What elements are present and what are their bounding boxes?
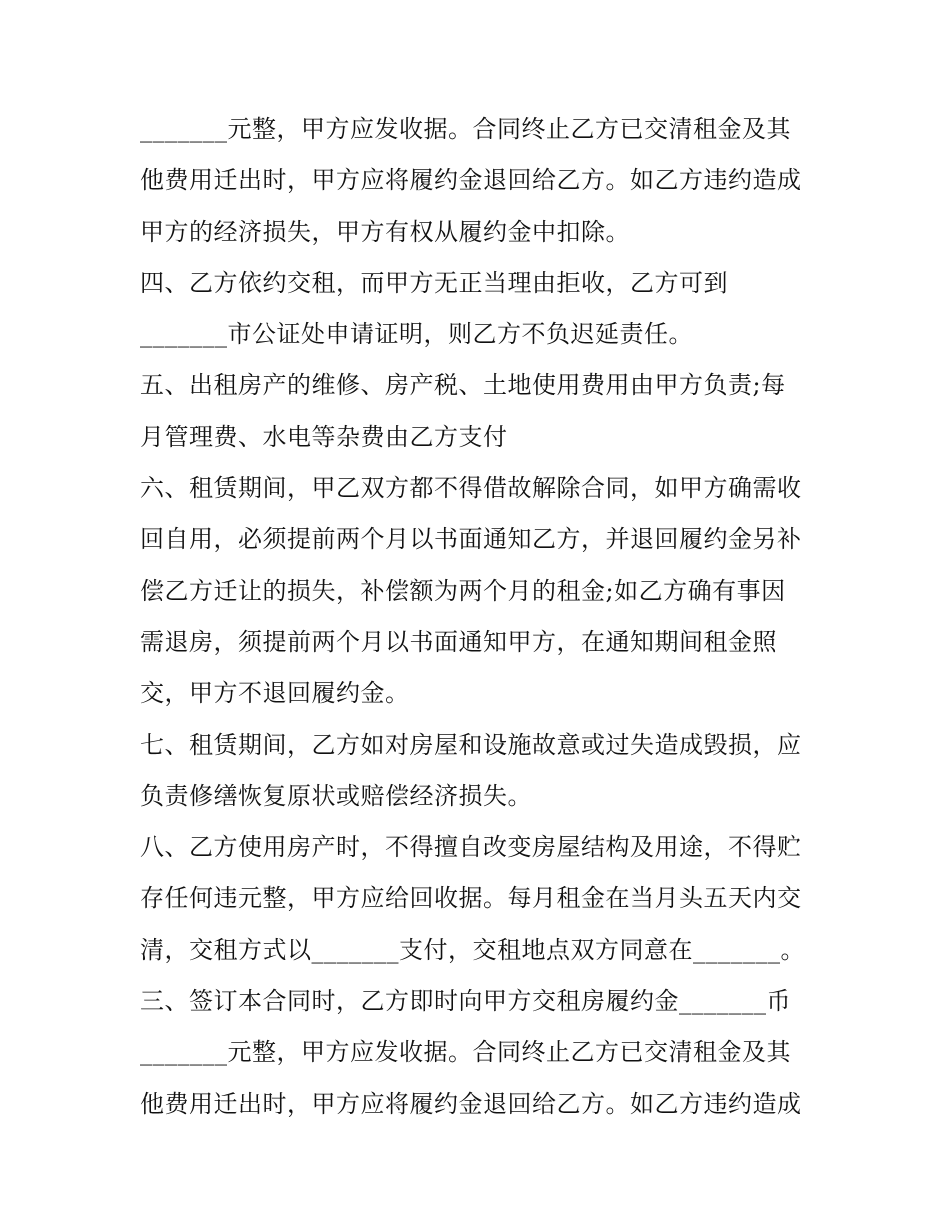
text-line: 七、租赁期间，乙方如对房屋和设施故意或过失造成毁损，应 [140,730,802,759]
text-line: 五、出租房产的维修、房产税、土地使用费用由甲方负责;每 [140,371,786,400]
text-line: 清，交租方式以_______支付，交租地点双方同意在_______。 [140,935,805,964]
text-line: 交，甲方不退回履约金。 [140,679,410,708]
text-line: 八、乙方使用房产时，不得擅自改变房屋结构及用途，不得贮 [140,833,802,862]
text-line: _______市公证处申请证明，则乙方不负迟延责任。 [140,320,693,349]
contract-text [140,104,830,1130]
text-line: 需退房，须提前两个月以书面通知甲方，在通知期间租金照 [140,627,777,656]
text-line: 存任何违元整，甲方应给回收据。每月租金在当月头五天内交 [140,884,802,913]
text-line: 三、签订本合同时，乙方即时向甲方交租房履约金_______币 [140,987,791,1016]
text-line: 他费用迁出时，甲方应将履约金退回给乙方。如乙方违约造成 [140,1089,802,1118]
text-line: 回自用，必须提前两个月以书面通知乙方，并退回履约金另补 [140,525,802,554]
text-line: 他费用迁出时，甲方应将履约金退回给乙方。如乙方违约造成 [140,166,802,195]
text-line: 月管理费、水电等杂费由乙方支付 [140,422,508,451]
text-line: 六、租赁期间，甲乙双方都不得借故解除合同，如甲方确需收 [140,474,802,503]
text-line: 四、乙方依约交租，而甲方无正当理由拒收，乙方可到 [140,268,728,297]
text-line: _______元整，甲方应发收据。合同终止乙方已交清租金及其 [140,115,791,143]
text-line: 偿乙方迁让的损失，补偿额为两个月的租金;如乙方确有事因 [140,576,786,605]
text-line: _______元整，甲方应发收据。合同终止乙方已交清租金及其 [140,1038,791,1067]
text-line: 甲方的经济损失，甲方有权从履约金中扣除。 [140,217,630,246]
text-line: 负责修缮恢复原状或赔偿经济损失。 [140,781,532,810]
